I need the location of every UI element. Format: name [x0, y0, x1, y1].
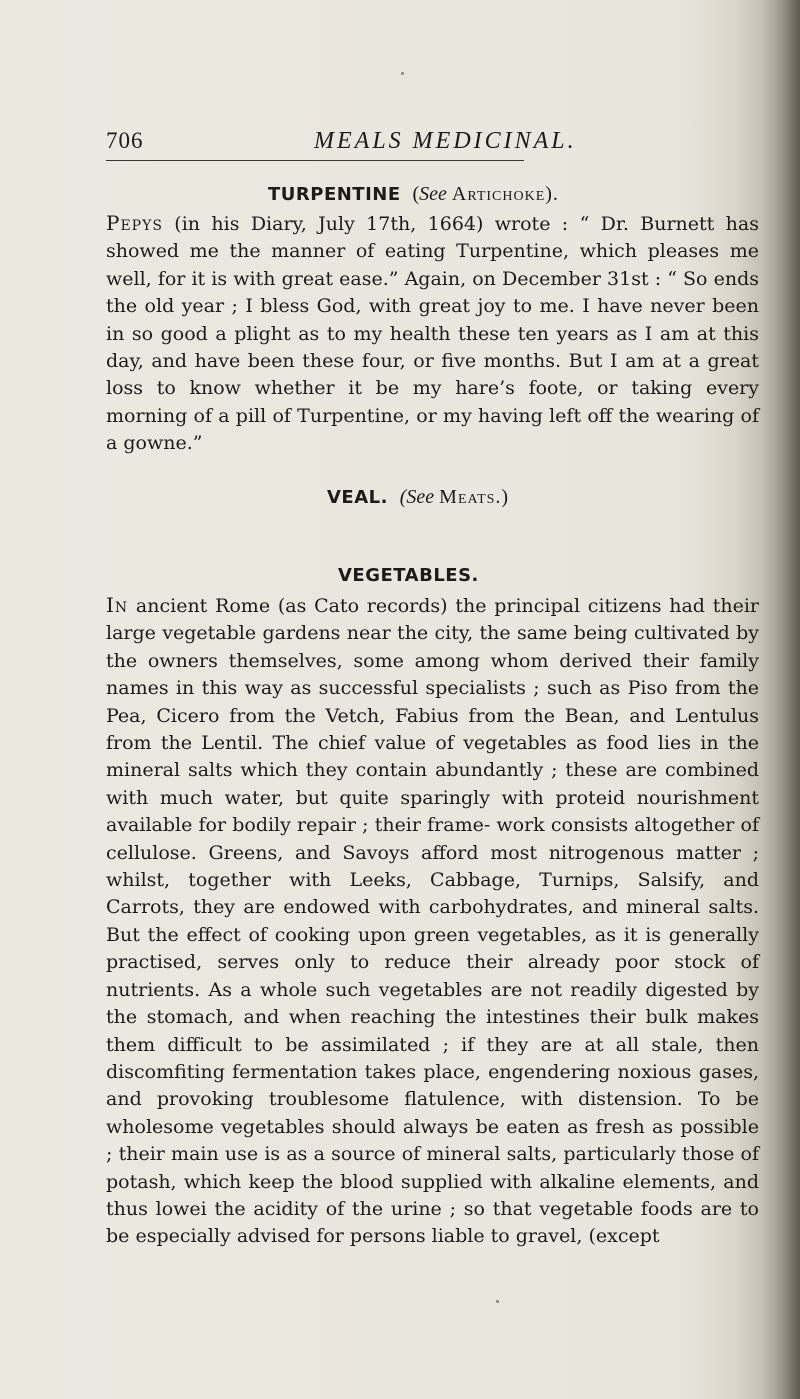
- vegetables-heading: [338, 565, 479, 586]
- turpentine-paragraph: [106, 210, 759, 458]
- turpentine-see-prefix: (: [412, 183, 420, 205]
- veal-cross-reference: [395, 486, 509, 508]
- turpentine-lead-word: Pepys: [106, 211, 163, 235]
- veal-see-word: (See: [399, 486, 435, 508]
- vegetables-heading-text: VEGETABLES.: [338, 565, 479, 586]
- veal-see-target: Meats.): [439, 486, 510, 508]
- veal-heading-text: VEAL.: [327, 487, 388, 508]
- vegetables-body: ancient Rome (as Cato records) the principal citizens had their large vegetable gardens near the city, the same being cultivated by the owners themselves, some among whom derived their family names in this way as successful specialists ; such as Piso from the Pea, Cicero from the Vetch, Fabius from the Bean, and Lentulus from the Lentil. The chief value of vegetables as food lies in the mineral salts which they contain abundantly ; these are combined with much water, but quite sparingly with proteid nourishment available for bodily repair ; their frame- work consists altogether of cellulose. Greens, and Savoys afford most nitrogenous matter ; whilst, together with Leeks, Cabbage, Turnips, Salsify, and Carrots, they are endowed with carbohydrates, and mineral salts. But the effect of cooking upon green vegetables, as it is generally practised, serves only to reduce their already poor stock of nutrients. As a whole such vegetables are not readily digested by the stomach, and when reaching the intestines their bulk makes them difficult to be assimilated ; if they are at all stale, then discomfiting fermentation takes place, engendering noxious gases, and provoking troublesome flatulence, with distension. To be wholesome vegetables should always be eaten as fresh as possible ; their main use is as a source of mineral salts, particularly those of potash, which keep the blood supplied with alkaline elements, and thus lowei the acidity of the urine ; so that vegetable foods are to be especially advised for persons liable to gravel, (except: [106, 595, 759, 1248]
- veal-heading: [327, 486, 509, 509]
- paper-speck: [496, 1300, 499, 1303]
- turpentine-body: (in his Diary, July 17th, 1664) wrote : “ Dr. Burnett has showed me the manner of eating Turpentine, which pleases me well, for it is with great ease.” Again, on December 31st : “ So ends the old year ; I bless God, with great joy to me. I have never been in so good a plight as to my health these ten years as I am at this day, and have been these four, or five months. But I am at a great loss to know whether it be my hare’s foote, or taking every morning of a pill of Turpentine, or my having left off the wearing of a gowne.”: [106, 213, 759, 455]
- page-edge-shadow: [762, 0, 800, 1399]
- turpentine-see-word: See: [419, 183, 447, 205]
- header-rule: [106, 160, 524, 161]
- vegetables-lead-word: In: [106, 593, 129, 617]
- turpentine-cross-reference: [407, 183, 558, 205]
- turpentine-heading-text: TURPENTINE: [268, 184, 401, 205]
- vegetables-paragraph: [106, 592, 759, 1251]
- running-title: MEALS MEDICINAL.: [314, 128, 577, 154]
- page-number: 706: [106, 128, 144, 153]
- turpentine-see-target: Artichoke).: [451, 183, 559, 205]
- running-head: [106, 128, 746, 158]
- paper-speck: [401, 72, 404, 75]
- turpentine-heading: [268, 183, 559, 206]
